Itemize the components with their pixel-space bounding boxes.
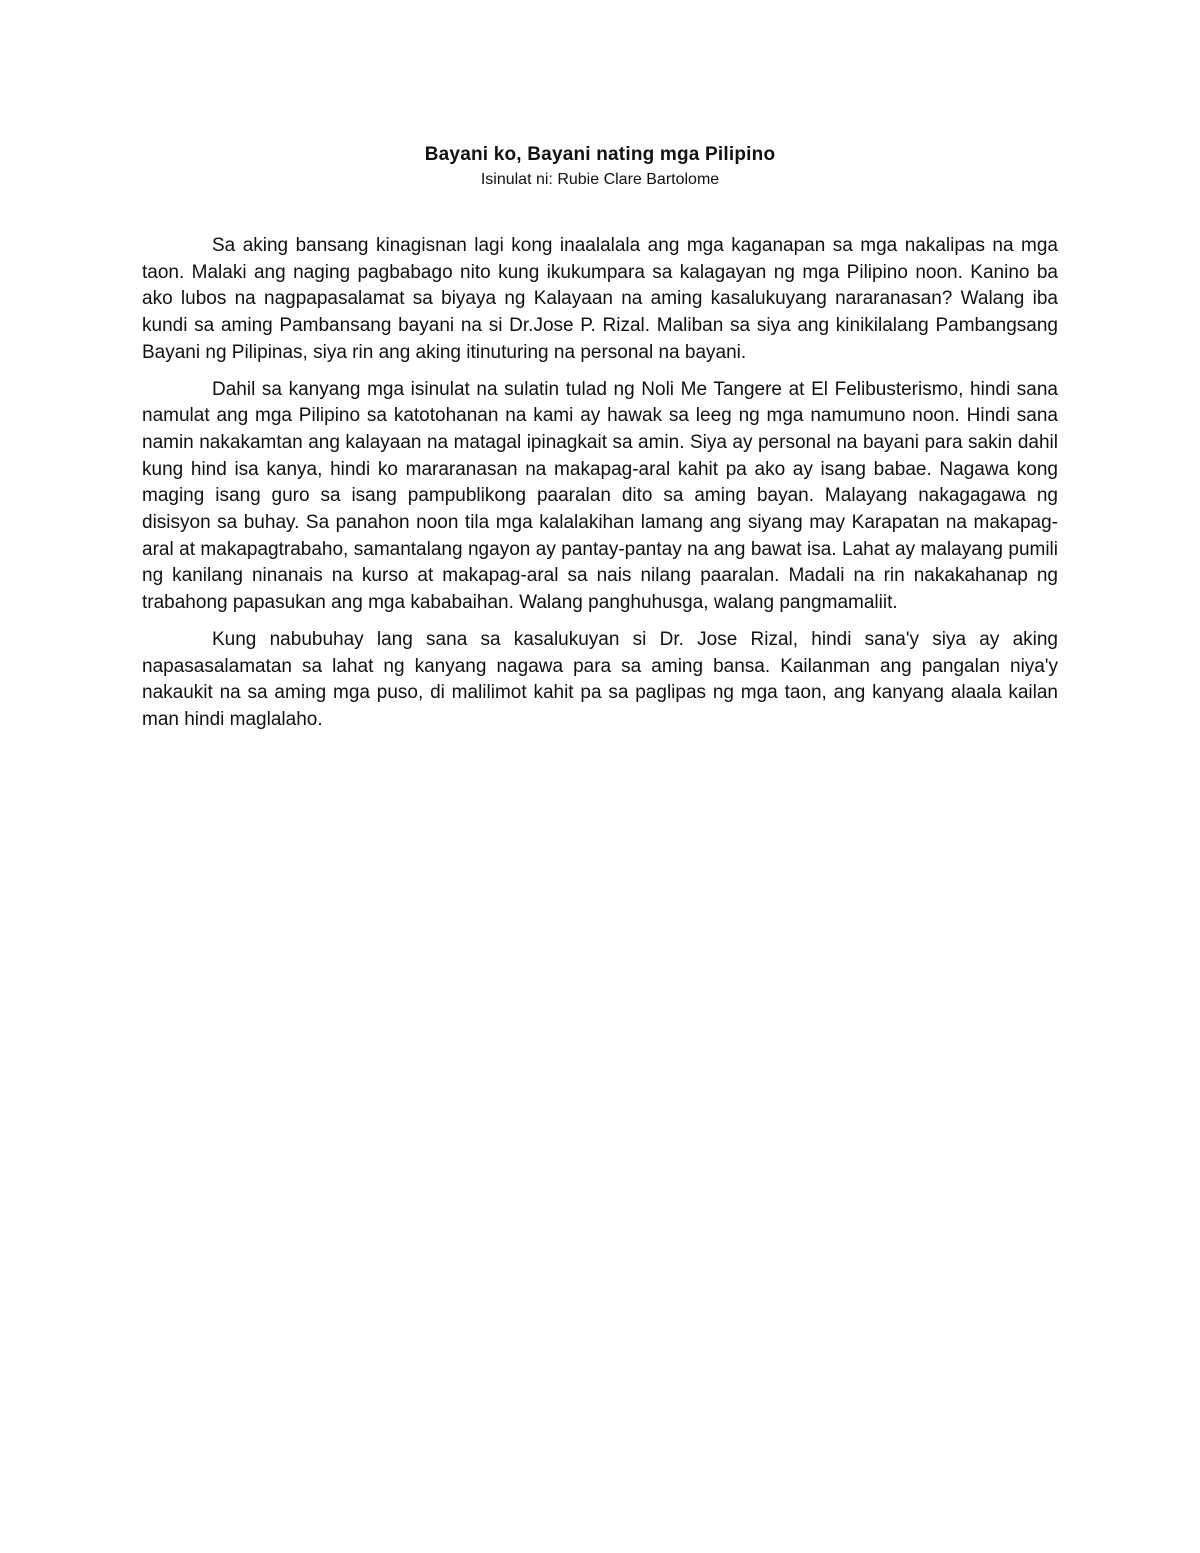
paragraph-2: Dahil sa kanyang mga isinulat na sulatin tulad ng Noli Me Tangere at El Felibusterismo, hindi sana namulat ang mga Pilipino sa katotohanan na kami ay hawak sa leeg ng mga namumuno noon. Hindi sana namin nakakamtan ang kalayaan na matagal ipinagkait sa amin. Siya ay personal na bayani para sakin dahil kung hind isa kanya, hindi ko mararanasan na makapag-aral kahit pa ako ay isang babae. Nagawa kong maging isang guro sa isang pampublikong paaralan dito sa aming bayan. Malayang nakagagawa ng disisyon sa buhay. Sa panahon noon tila mga kalalakihan lamang ang siyang may Karapatan na makapag-aral at makapagtrabaho, samantalang ngayon ay pantay-pantay na ang bawat isa. Lahat ay malayang pumili ng kanilang ninanais na kurso at makapag-aral sa nais nilang paaralan. Madali na rin nakakahanap ng trabahong papasukan ang mga kababaihan. Walang panghuhusga, walang pangmamaliit. bbox=[142, 378, 1058, 614]
document-body bbox=[142, 233, 1058, 744]
document-header bbox=[0, 143, 1200, 191]
paragraph-3: Kung nabubuhay lang sana sa kasalukuyan si Dr. Jose Rizal, hindi sana'y siya ay aking napasasalamatan sa lahat ng kanyang nagawa para sa aming bansa. Kailanman ang pangalan niya'y nakaukit na sa aming mga puso, di malilimot kahit pa sa paglipas ng mga taon, ang kanyang alaala kailan man hindi maglalaho. bbox=[142, 628, 1058, 730]
document-title: Bayani ko, Bayani nating mga Pilipino bbox=[424, 144, 776, 165]
author-line: Isinulat ni: Rubie Clare Bartolome bbox=[480, 171, 720, 188]
paragraph-1: Sa aking bansang kinagisnan lagi kong inaalalala ang mga kaganapan sa mga nakalipas na mga taon. Malaki ang naging pagbabago nito kung ikukumpara sa kalagayan ng mga Pilipino noon. Kanino ba ako lubos na nagpapasalamat sa biyaya ng Kalayaan na aming kasalukuyang nararanasan? Walang iba kundi sa aming Pambansang bayani na si Dr.Jose P. Rizal. Maliban sa siya ang kinikilalang Pambangsang Bayani ng Pilipinas, siya rin ang aking itinuturing na personal na bayani. bbox=[142, 235, 1058, 363]
